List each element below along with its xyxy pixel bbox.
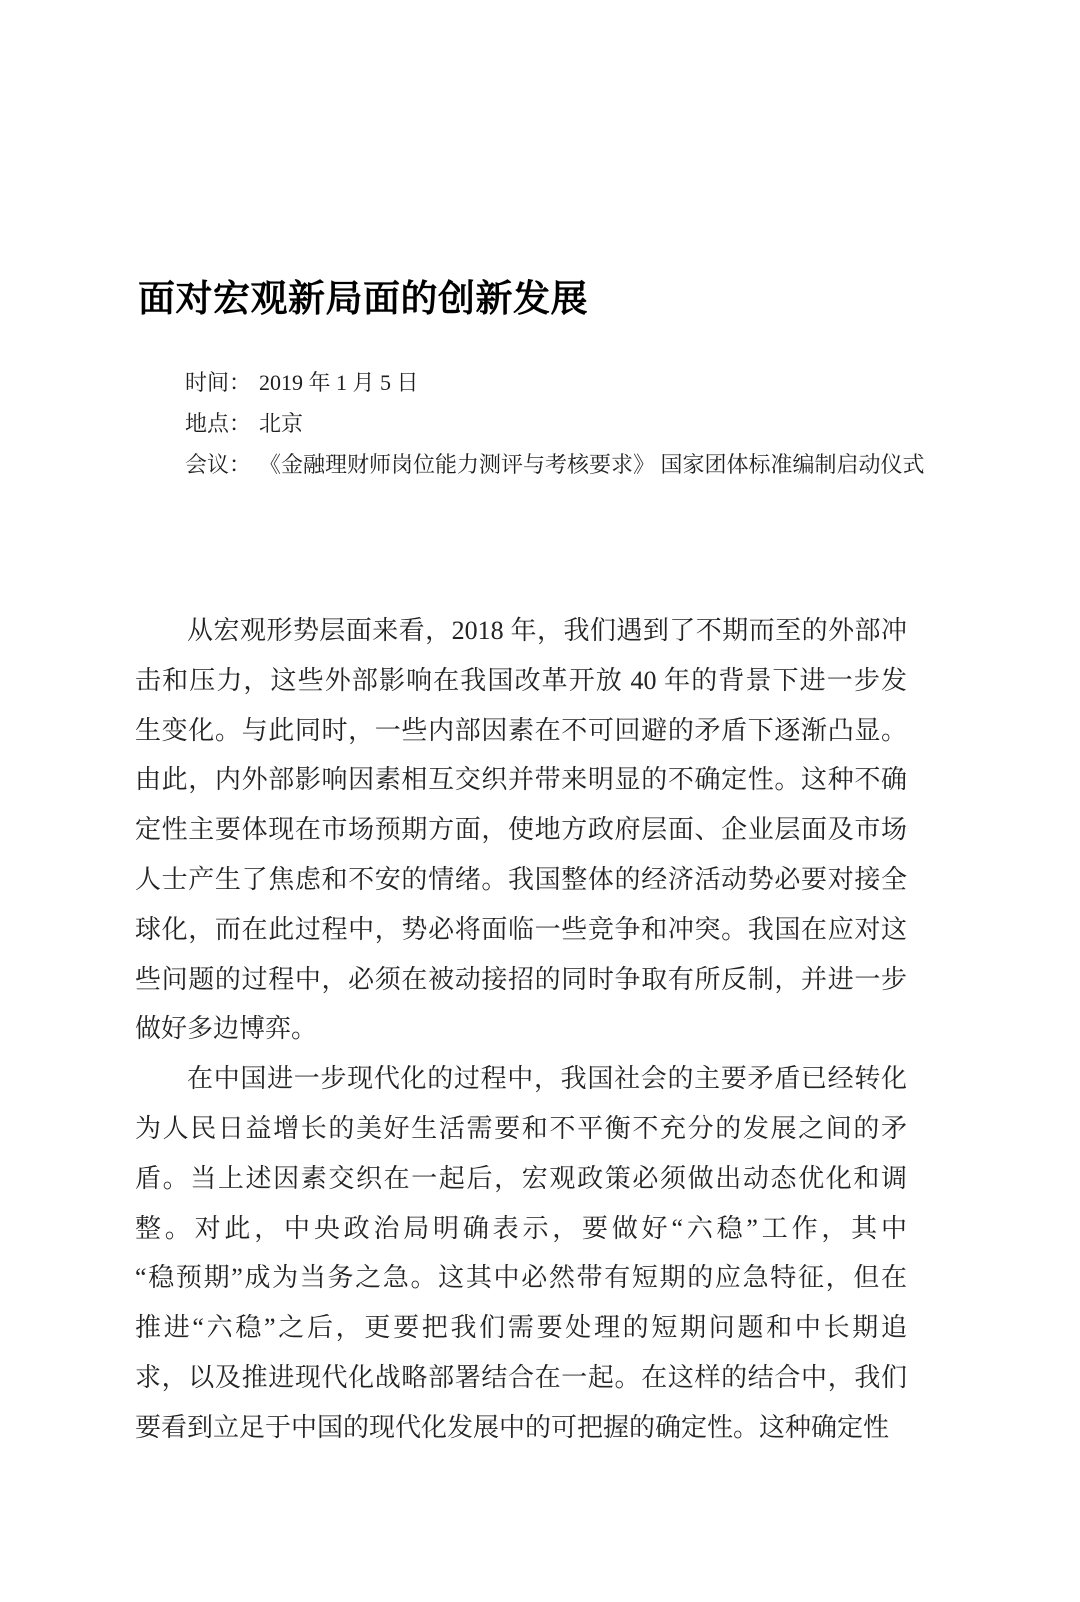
meta-block bbox=[185, 362, 925, 485]
meta-label-place: 地点： bbox=[185, 411, 252, 436]
body-text bbox=[135, 606, 907, 1453]
text-line: 击和压力，这些外部影响在我国改革开放 40 年的背景下进一步发 bbox=[135, 665, 907, 695]
text-line: 定性主要体现在市场预期方面，使地方政府层面、企业层面及市场 bbox=[135, 815, 907, 845]
meta-row-time bbox=[185, 362, 925, 403]
text-line: 推进“六稳”之后，更要把我们需要处理的短期问题和中长期追 bbox=[135, 1313, 907, 1343]
meta-label-time: 时间： bbox=[185, 370, 252, 395]
text-line: 些问题的过程中，必须在被动接招的同时争取有所反制，并进一步 bbox=[135, 964, 907, 994]
meta-value-place: 北京 bbox=[259, 411, 304, 436]
text-line: 生变化。与此同时，一些内部因素在不可回避的矛盾下逐渐凸显。 bbox=[135, 715, 907, 745]
text-line: 求，以及推进现代化战略部署结合在一起。在这样的结合中，我们 bbox=[135, 1362, 907, 1392]
text-line: 要看到立足于中国的现代化发展中的可把握的确定性。这种确定性 bbox=[135, 1412, 890, 1442]
page-title: 面对宏观新局面的创新发展 bbox=[138, 279, 588, 320]
meta-value-meeting: 《金融理财师岗位能力测评与考核要求》 国家团体标准编制启动仪式 bbox=[259, 452, 925, 477]
text-line: 球化，而在此过程中，势必将面临一些竞争和冲突。我国在应对这 bbox=[135, 914, 907, 944]
meta-row-place bbox=[185, 403, 925, 444]
text-line: 人士产生了焦虑和不安的情绪。我国整体的经济活动势必要对接全 bbox=[135, 864, 907, 894]
text-line: 为人民日益增长的美好生活需要和不平衡不充分的发展之间的矛 bbox=[135, 1113, 907, 1143]
text-line: 从宏观形势层面来看，2018 年，我们遇到了不期而至的外部冲 bbox=[187, 616, 907, 645]
meta-value-time: 2019 年 1 月 5 日 bbox=[259, 370, 419, 395]
text-line: 在中国进一步现代化的过程中，我国社会的主要矛盾已经转化 bbox=[187, 1064, 907, 1094]
text-line: 由此，内外部影响因素相互交织并带来明显的不确定性。这种不确 bbox=[135, 765, 907, 795]
meta-label-meeting: 会议： bbox=[185, 452, 252, 477]
meta-row-meeting bbox=[185, 444, 925, 485]
text-line: 整。对此，中央政治局明确表示，要做好“六稳”工作，其中 bbox=[135, 1213, 907, 1243]
text-line: 盾。当上述因素交织在一起后，宏观政策必须做出动态优化和调 bbox=[135, 1163, 907, 1193]
text-line: “稳预期”成为当务之急。这其中必然带有短期的应急特征，但在 bbox=[135, 1263, 907, 1293]
text-line: 做好多边博弈。 bbox=[135, 1014, 318, 1044]
